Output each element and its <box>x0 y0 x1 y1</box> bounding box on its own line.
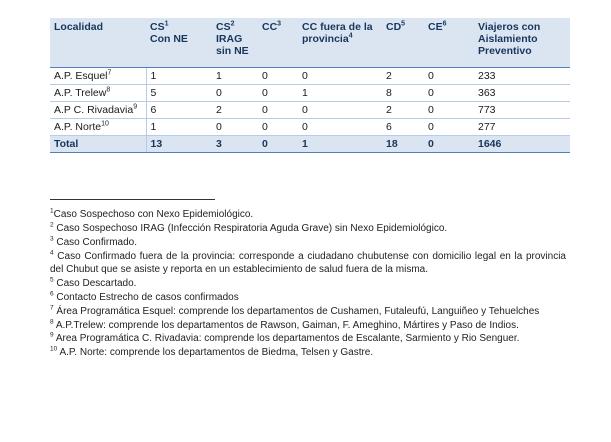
table-total-row <box>50 136 570 153</box>
table-header-row <box>50 18 570 68</box>
footnote-7: $^7$ Área Programática Esquel: comprende los departamentos de Cushamen, Futaleufú, Languiñeo y Tehuelches <box>50 304 540 317</box>
total-value: 0 <box>258 136 298 153</box>
footnote-6: $^6$ Contacto Estrecho de casos confirmados <box>50 290 239 303</box>
header-cs2: $CS^2$ IRAG sin NE <box>212 18 258 68</box>
cell-value: 2 <box>382 68 424 85</box>
total-value: 3 <box>212 136 258 153</box>
cell-value: 0 <box>424 85 474 102</box>
header-ce: $CE^6$ <box>424 18 474 68</box>
footnote-9: $^9$ Area Programática C. Rivadavia: comprende los departamentos de Escalante, Sarmiento y Rio Senguer. <box>50 332 520 345</box>
cell-value: 0 <box>424 119 474 136</box>
cell-value: 0 <box>258 119 298 136</box>
cell-value: 6 <box>382 119 424 136</box>
header-cc: $CC^3$ <box>258 18 298 68</box>
table-row <box>50 102 570 119</box>
cell-value: 2 <box>212 102 258 119</box>
table-row <box>50 68 570 85</box>
total-value: 13 <box>146 136 212 153</box>
footnote-8: $^8$ A.P.Trelew: comprende los departamentos de Rawson, Gaiman, F. Ameghino, Mártires y Paso de Indios. <box>50 318 519 331</box>
footnote-1: $^1$Caso Sospechoso con Nexo Epidemiológico. <box>50 207 254 220</box>
cell-value: 0 <box>424 102 474 119</box>
row-localidad: A.P. Esquel$^7$ <box>50 68 146 85</box>
row-localidad: A.P. Norte$^{10}$ <box>50 119 146 136</box>
row-localidad: A.P. Trelew$^8$ <box>50 85 146 102</box>
table-row <box>50 85 570 102</box>
header-localidad: Localidad <box>50 18 146 68</box>
header-cs1: $CS^1$ Con NE <box>146 18 212 68</box>
cell-value: 1 <box>146 119 212 136</box>
cell-value: 1 <box>298 85 382 102</box>
footnote-10: $^{10}$ A.P. Norte: comprende los departamentos de Biedma, Telsen y Gastre. <box>50 345 374 359</box>
cell-value: 0 <box>424 68 474 85</box>
total-value: 1 <box>298 136 382 153</box>
cell-value: 0 <box>258 85 298 102</box>
footnote-divider <box>50 199 215 200</box>
total-label: Total <box>50 136 146 153</box>
footnote-3: $^3$ Caso Confirmado. <box>50 235 137 248</box>
footnote-2: $^2$ Caso Sospechoso IRAG (Infección Respiratoria Aguda Grave) sin Nexo Epidemiológico. <box>50 221 448 234</box>
header-viajeros: Viajeros con Aislamiento Preventivo <box>474 18 570 68</box>
footnote-4: $^4$ Caso Confirmado fuera de la provincia: corresponde a ciudadano chubutense con domicilio legal en la provincia del Chubut que se asiste y reporta en un establecimiento de salud fuera de la misma. <box>50 249 566 275</box>
cell-value: 0 <box>298 68 382 85</box>
cell-value: 1 <box>146 68 212 85</box>
total-value: 18 <box>382 136 424 153</box>
cell-value: 0 <box>298 102 382 119</box>
footnotes <box>50 208 566 360</box>
cell-value: 773 <box>474 102 570 119</box>
cell-value: 1 <box>212 68 258 85</box>
cases-table <box>50 18 570 153</box>
cell-value: 363 <box>474 85 570 102</box>
cell-value: 5 <box>146 85 212 102</box>
header-cd: $CD^5$ <box>382 18 424 68</box>
footnote-5: $^5$ Caso Descartado. <box>50 276 137 289</box>
table-row <box>50 119 570 136</box>
cell-value: 0 <box>258 68 298 85</box>
row-localidad: A.P C. Rivadavia$^9$ <box>50 102 146 119</box>
total-value: 1646 <box>474 136 570 153</box>
cell-value: 2 <box>382 102 424 119</box>
total-value: 0 <box>424 136 474 153</box>
cell-value: 0 <box>258 102 298 119</box>
header-cc-fuera: CC fuera de la provincia$^4$ <box>298 18 382 68</box>
cell-value: 277 <box>474 119 570 136</box>
cell-value: 6 <box>146 102 212 119</box>
cell-value: 8 <box>382 85 424 102</box>
cell-value: 0 <box>212 85 258 102</box>
cell-value: 233 <box>474 68 570 85</box>
cell-value: 0 <box>212 119 258 136</box>
cell-value: 0 <box>298 119 382 136</box>
